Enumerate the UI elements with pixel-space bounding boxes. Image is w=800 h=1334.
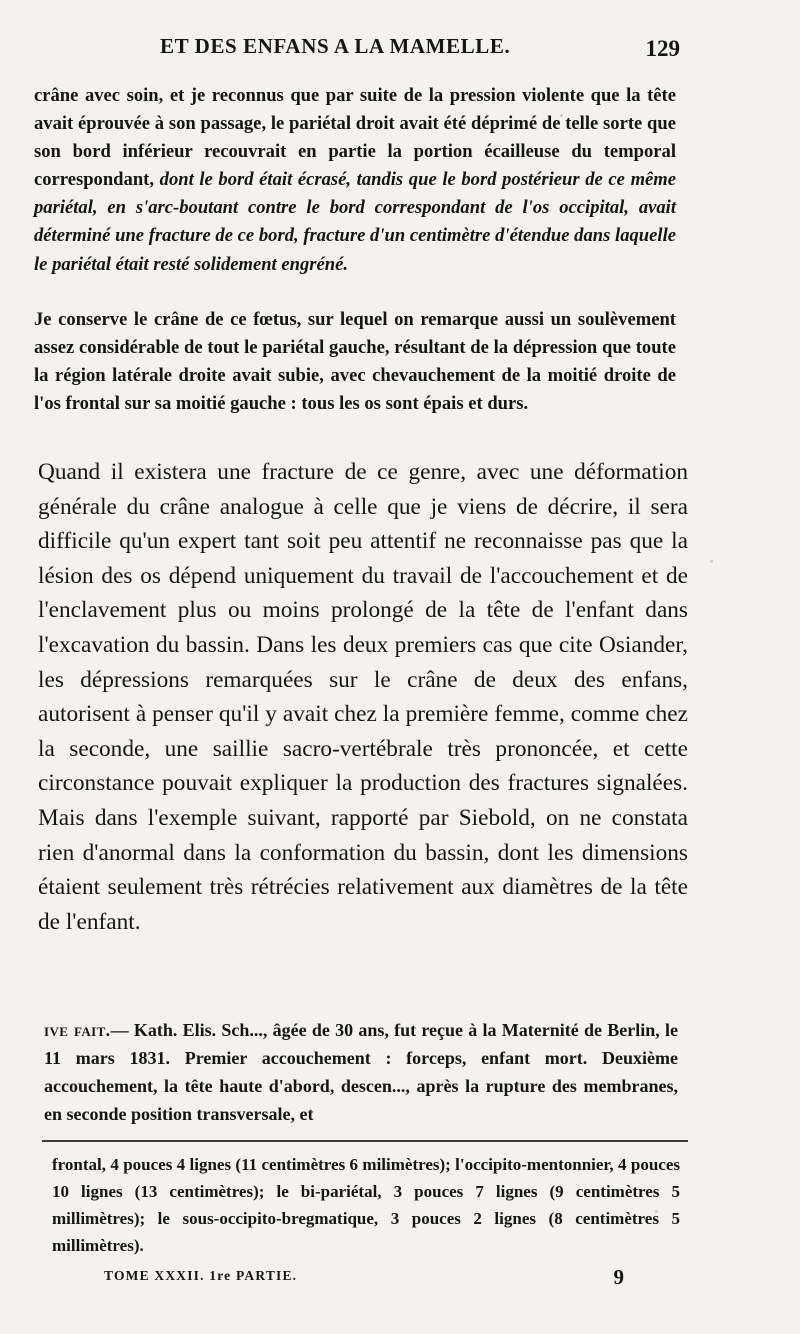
case-heading: ive fait. bbox=[44, 1020, 111, 1040]
paper-speck bbox=[560, 114, 563, 117]
page-number: 129 bbox=[645, 36, 680, 61]
page-header bbox=[160, 34, 680, 70]
paragraph-continued-observation bbox=[34, 82, 676, 279]
volume-signature-line: TOME XXXII. 1re PARTIE. bbox=[104, 1268, 298, 1283]
printer-signature-mark: 9 bbox=[613, 1265, 624, 1289]
paragraph-main-discussion: Quand il existera une fracture de ce genre, avec une déformation générale du crâne analogue à celle que je viens de décrire, il sera difficile qu'un expert tant soit peu attentif ne reconnaisse pas que la lésion des os dépend uniquement du travail de l'accouchement et de l'enclavement plus ou moins prolongé de la tête de l'enfant dans l'excavation du bassin. Dans les deux premiers cas que cite Osiander, les dépressions remarquées sur le crâne de deux des enfans, autorisent à penser qu'il y avait chez la première femme, comme chez la seconde, une saillie sacro-vertébrale très prononcée, et cette circonstance pouvait expliquer la production des fractures signalées. Mais dans l'exemple suivant, rapporté par Siebold, on ne constata rien d'anormal dans la conformation du bassin, dont les dimensions étaient seulement très rétrécies relativement aux diamètres de la tête de l'enfant. bbox=[38, 459, 688, 935]
paragraph-skull-conservation: Je conserve le crâne de ce fœtus, sur lequel on remarque aussi un soulèvement assez considérable de tout le pariétal gauche, résultant de la dépression que toute la région latérale droite avait subie, avec chevauchement de la moitié droite de l'os frontal sur sa moitié gauche : tous les os sont épais et durs. bbox=[34, 309, 676, 415]
paper-speck bbox=[655, 1210, 658, 1213]
paragraph-1-italic-text: dont le bord était écrasé, tandis que le bord postérieur de ce même pariétal, en s'arc-boutant contre le bord correspondant de l'os occipital, avait déterminé une fracture de ce bord, fracture d'un centimètre d'étendue dans laquelle le pariétal était resté solidement engréné. bbox=[34, 169, 676, 275]
footnote-separator bbox=[42, 1140, 688, 1142]
footnote: frontal, 4 pouces 4 lignes (11 centimètres 6 milimètres); l'occipito-mentonnier, 4 pouces 10 lignes (13 centimètres); le bi-pariétal, 3 pouces 7 lignes (9 centimètres 5 millimètres); le sous-occipito-bregmatique, 3 pouces 2 lignes (8 centimètres 5 millimètres). bbox=[52, 1155, 680, 1255]
paragraph-1-roman-text: crâne avec soin, et je reconnus que par suite de la pression violente que la tête avait éprouvée à son passage, le pariétal droit avait été déprimé de telle sorte que son bord inférieur recouvrait en partie la portion écailleuse du temporal correspondant, bbox=[34, 85, 676, 191]
case-report-paragraph bbox=[44, 1016, 678, 1128]
page-footer bbox=[104, 1265, 624, 1298]
paper-speck bbox=[710, 560, 713, 563]
paper-speck bbox=[130, 742, 133, 745]
running-title: ET DES ENFANS A LA MAMELLE. bbox=[160, 34, 511, 58]
case-text: — Kath. Elis. Sch..., âgée de 30 ans, fut reçue à la Maternité de Berlin, le 11 mars 1831. Premier accouchement : forceps, enfant mort. Deuxième accouchement, la tête haute d'abord, descen..., après la rupture des membranes, en seconde position transversale, et bbox=[44, 1020, 678, 1124]
